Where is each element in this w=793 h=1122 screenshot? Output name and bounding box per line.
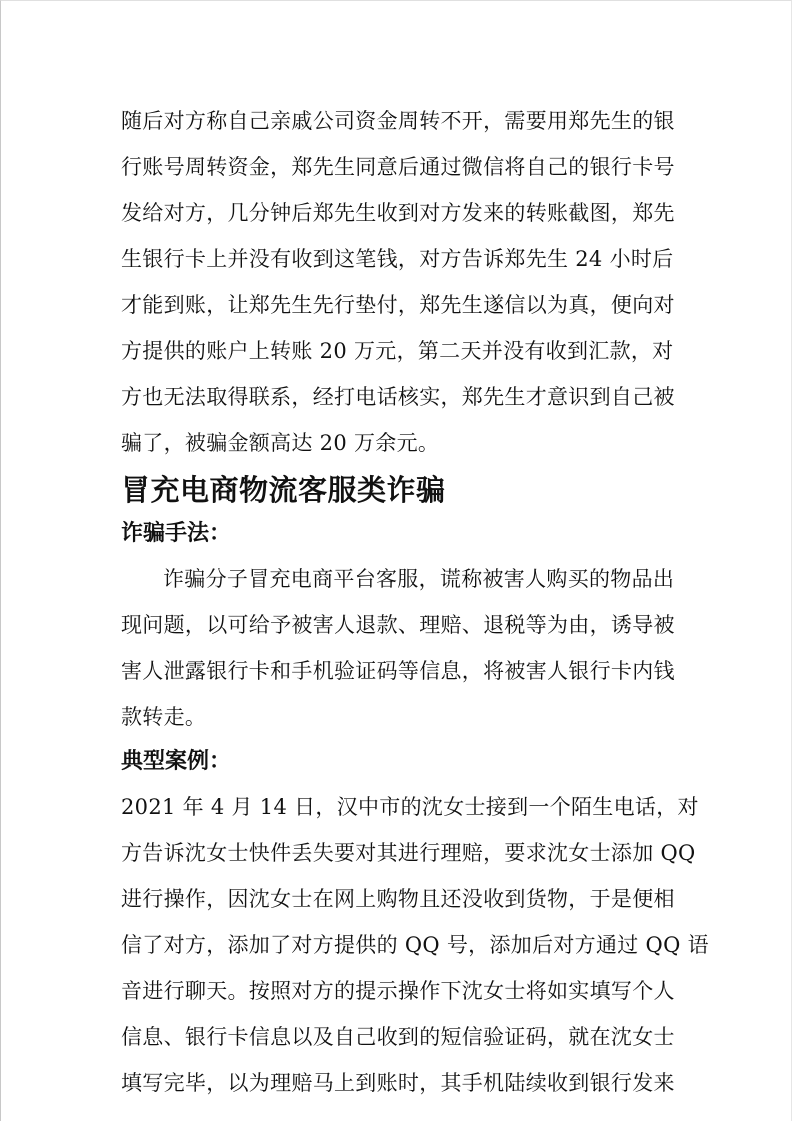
text-line: 行账号周转资金，郑先生同意后通过微信将自己的银行卡号 [121,155,675,179]
text-line: 2021 年 4 月 14 日，汉中市的沈女士接到一个陌生电话，对 [121,795,699,819]
text-line: 音进行聊天。按照对方的提示操作下沈女士将如实填写个人 [121,979,675,1003]
text-line: 信了对方，添加了对方提供的 QQ 号，添加后对方通过 QQ 语 [121,933,709,957]
case-heading: 典型案例： [121,749,232,774]
text-line: 现问题，以可给予被害人退款、理赔、退税等为由，诱导被 [121,613,675,637]
text-line: 随后对方称自己亲戚公司资金周转不开，需要用郑先生的银 [121,109,675,133]
text-line: 发给对方，几分钟后郑先生收到对方发来的转账截图，郑先 [121,201,675,225]
text-line: 骗了，被骗金额高达 20 万余元。 [121,431,440,455]
text-line: 方也无法取得联系，经打电话核实，郑先生才意识到自己被 [121,385,675,409]
section-title: 冒充电商物流客服类诈骗 [121,473,446,507]
paragraph-case-zheng [121,98,677,466]
text-line: 填写完毕，以为理赔马上到账时，其手机陆续收到银行发来 [121,1071,675,1095]
text-line: 款转走。 [121,705,207,729]
paragraph-case-shen [121,784,709,1106]
text-line: 才能到账，让郑先生先行垫付，郑先生遂信以为真，便向对 [121,293,675,317]
paragraph-method [121,556,677,740]
method-heading: 诈骗手法： [121,521,232,546]
text-line: 信息、银行卡信息以及自己收到的短信验证码，就在沈女士 [121,1025,675,1049]
text-line: 方告诉沈女士快件丢失要对其进行理赔，要求沈女士添加 QQ [121,841,696,865]
text-line: 方提供的账户上转账 20 万元，第二天并没有收到汇款，对 [121,339,674,363]
document-body [121,98,709,1106]
text-line: 害人泄露银行卡和手机验证码等信息，将被害人银行卡内钱 [121,659,675,683]
text-line: 生银行卡上并没有收到这笔钱，对方告诉郑先生 24 小时后 [121,247,674,271]
text-line: 诈骗分子冒充电商平台客服，谎称被害人购买的物品出 [163,567,675,591]
text-line: 进行操作，因沈女士在网上购物且还没收到货物，于是便相 [121,887,675,911]
